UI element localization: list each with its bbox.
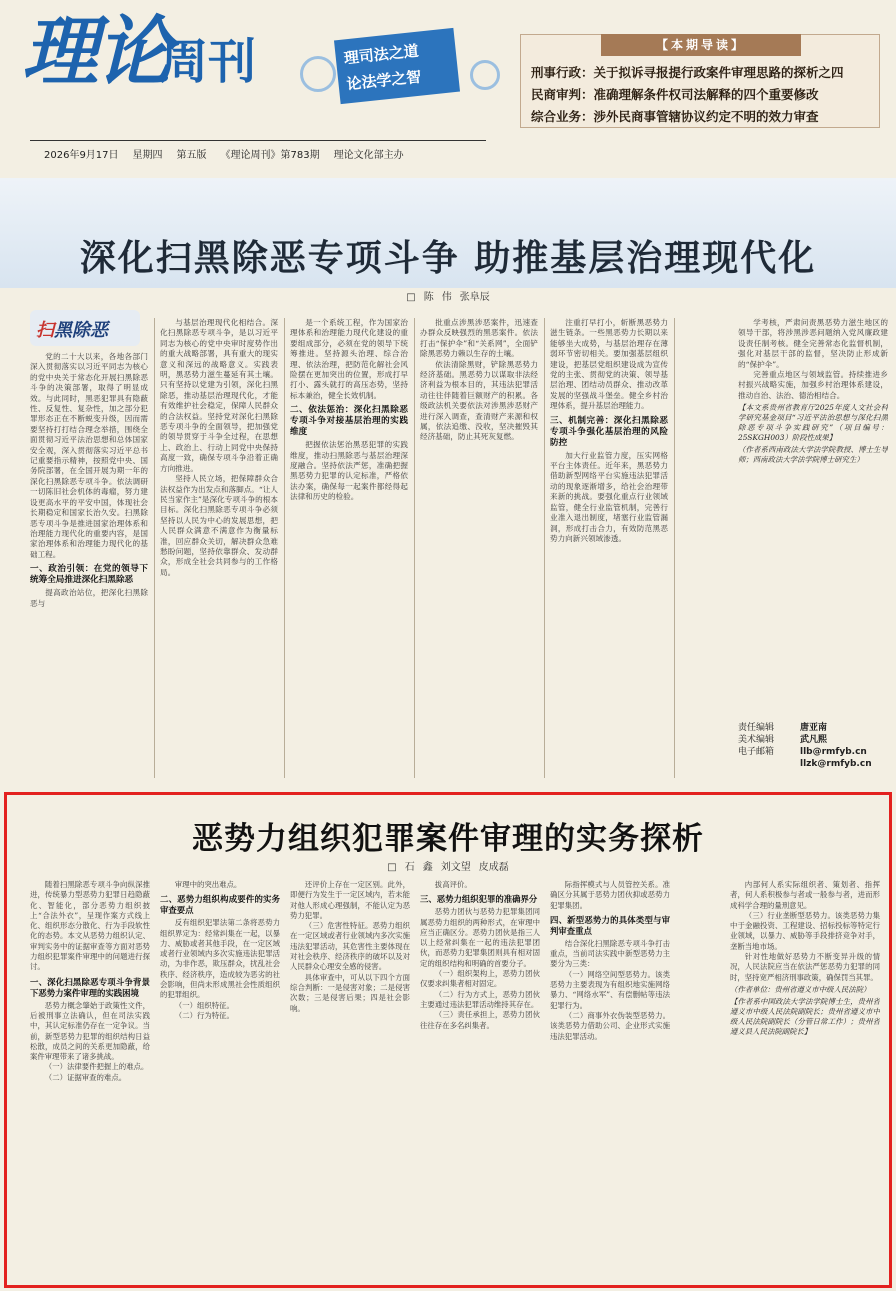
- article-1-column: [738, 318, 888, 718]
- article-1-byline: □ 陈 伟 张阜辰: [406, 292, 490, 303]
- credit-name: 唐亚南: [800, 723, 828, 733]
- editorial-credits: [738, 722, 888, 770]
- section-heading: 三、恶势力组织犯罪的准确界分: [420, 894, 538, 905]
- paragraph: 随着扫黑除恶专项斗争向纵深推进，传统暴力型恶势力犯罪日趋隐蔽化、智能化，部分恶势力组织披上“合法外衣”，呈现作案方式线上化、组织形态分散化、行为手段软性化的态势。本文从恶势力组织认定、审判实务中的证据审查等方面对恶势力组织犯罪案件审理中的问题进行探讨。: [30, 880, 150, 972]
- author-note: 【作者系中国政法大学法学院博士生，贵州省遵义市中级人民法院副院长；贵州省遵义市中级人民法院副院长（分管日常工作）；贵州省遵义县人民法院副院长】: [730, 996, 880, 1036]
- section-heading: 一、深化扫黑除恶专项斗争背景下恶势力案件审理的实践困境: [30, 976, 150, 998]
- masthead: [0, 0, 896, 168]
- paragraph: 审理中的突出难点。: [174, 880, 242, 889]
- teaser-item[interactable]: 刑事行政：关于拟诉寻报提行政案件审理思路的探析之四: [531, 65, 844, 80]
- paragraph: 内部何人系实际组织者、策划者、指挥者，何人系积极参与者或一般参与者，进而形成科学合理的量刑意见。: [730, 880, 880, 910]
- article-2-headline: 恶势力组织犯罪案件审理的实务探析: [192, 821, 704, 857]
- credit-name: 武凡熙: [800, 735, 828, 745]
- slogan-line-2: 论法学之智: [345, 67, 423, 94]
- paragraph: 际指挥模式与人员管控关系。准确区分其属于恶势力团伙抑或恶势力犯罪集团。: [550, 880, 670, 910]
- paragraph: （三）行业垄断型恶势力。该类恶势力集中于金融投资、工程建设、招标投标等特定行业领域，以暴力、威胁等手段排挤竞争对手，垄断当地市场。: [730, 910, 880, 951]
- paragraph: 加大行业监管力度，压实网格平台主体责任。近年来，黑恶势力借助新型网络平台实施违法犯罪活动的现象逐渐增多，给社会治理带来新的挑战。要强化重点行业领域监管，健全行业监管机制，完善行业准入退出制度，堵塞行业监管漏洞，形成打击合力，有效防范黑恶势力向新兴领域渗透。: [550, 450, 668, 543]
- ornament-circle-icon: [470, 60, 500, 90]
- campaign-logo-text: 扫黑除恶: [36, 320, 108, 341]
- section-heading: 三、机制完善：深化扫黑除恶专项斗争强化基层治理的风险防控: [550, 415, 668, 448]
- ornament-circle-icon: [300, 56, 336, 92]
- masthead-logo: 理论: [22, 7, 170, 96]
- credit-role: 电子邮箱: [738, 747, 775, 757]
- funding-note: 【本文系贵州省教育厅2025年度人文社会科学研究基金项目“习近平法治思想与深化扫黑除恶专项斗争实践研究”（项目编号：25SKGH003）阶段性成果】: [738, 403, 888, 443]
- paragraph: 针对性地做好恶势力不断变异升级的情况，人民法院应当在依法严惩恶势力犯罪的同时，坚持宽严相济刑事政策，确保罚当其罪。: [730, 952, 880, 982]
- paragraph: 党的二十大以来，各地各部门深入贯彻落实以习近平同志为核心的党中央关于常态化开展扫黑除恶斗争的决策部署，取得了明显成效。与此同时，黑恶犯罪具有隐蔽性、反复性、复杂性，加之部分犯罪形态正在不断蜕变升级，因而需要坚持打打结合理念举措，围绕全面贯彻习近平法治思想和总体国家安全观，深入贯彻落实习近平总书记重要指示精神，按照党中央、国务院部署，在全国开展为期一年的深化扫黑除恶专项斗争。依法调研一切陈旧社会机体的毒瘤，努力建设更高水平的平安中国，体现社会长期稳定和国家长治久安。扫黑除恶专项斗争是推进国家治理体系和治理能力现代化的重要内容，是国家治理体系和治理能力现代化的基础工程。: [30, 352, 148, 559]
- paragraph: （二）行为特征。: [174, 1010, 234, 1020]
- dateline: [44, 146, 404, 161]
- article-2-column: [160, 880, 280, 1282]
- paragraph: （三）责任承担上，恶势力团伙往往存在多名纠集者。: [420, 1010, 540, 1030]
- column-divider: [544, 318, 545, 778]
- paragraph: （二）证据审查的难点。: [44, 1072, 127, 1082]
- credit-role: 责任编辑: [738, 723, 775, 733]
- teaser-item[interactable]: 综合业务：涉外民商事管辖协议约定不明的效力审查: [531, 109, 819, 124]
- paragraph: （一）组织架构上，恶势力团伙仅要求纠集者相对固定。: [420, 969, 540, 989]
- paragraph: 结合深化扫黑除恶专项斗争打击重点，当前司法实践中新型恶势力主要分为三类：: [550, 938, 670, 969]
- article-1-column: [160, 318, 278, 782]
- paragraph: 具体审查中，可从以下四个方面综合判断：一是侵害对象；二是侵害次数；三是侵害后果；四是社会影响。: [290, 972, 410, 1013]
- paragraph: （一）组织特征。: [174, 1000, 234, 1010]
- paragraph: 恶势力概念肇始于政策性文件，后被刑事立法确认，但在司法实践中，其认定标准仍存在一定争议。当前，新型恶势力犯罪的组织结构日益松散，成员之间的关系更加隐蔽，给案件审理带来了诸多挑战。: [30, 1000, 150, 1062]
- issue-number: 《理论周刊》第783期: [220, 150, 320, 161]
- article-1-column: [290, 318, 408, 782]
- article-2-byline: □ 石 鑫 刘文望 皮成磊: [387, 862, 509, 873]
- teaser-title: 【本期导读】: [601, 34, 801, 56]
- slogan-badge: [334, 28, 460, 104]
- article-2-column: [30, 880, 150, 1282]
- author-affiliation: （作者单位：贵州省遵义市中级人民法院）: [730, 984, 871, 994]
- article-1-column: [30, 352, 148, 782]
- column-divider: [674, 318, 675, 778]
- column-divider: [414, 318, 415, 778]
- slogan-line-1: 理司法之道: [342, 41, 420, 68]
- paragraph: （二）商事外衣伪装型恶势力。该类恶势力借助公司、企业形式实施违法犯罪活动。: [550, 1010, 670, 1041]
- article-2-column: [290, 880, 410, 1282]
- paragraph: 批重点涉黑涉恶案件，迅速查办群众反映强烈的黑恶案件。依法打击“保护伞”和“关系网”，全面铲除黑恶势力赖以生存的土壤。: [420, 318, 538, 359]
- article-1-column: [420, 318, 538, 782]
- paragraph: 恶势力团伙与恶势力犯罪集团同属恶势力组织的两种形式，在审理中应当正确区分。恶势力团伙是指三人以上经常纠集在一起的违法犯罪团伙，而恶势力犯罪集团则具有相对固定的组织结构和明确的首要分子。: [420, 907, 540, 968]
- teaser-box: [520, 34, 880, 128]
- paragraph: 是一个系统工程，作为国家治理体系和治理能力现代化建设的重要组成部分，必须在党的领导下统筹推进。坚持源头治理、综合治理、依法治理，把防范化解社会风险摆在更加突出的位置，形成打早打小、露头就打的高压态势，坚持标本兼治，健全长效机制。: [290, 318, 408, 400]
- dateline-divider: [30, 140, 486, 141]
- article-2-column: [550, 880, 670, 1282]
- author-note: （作者系西南政法大学法学院教授、博士生导师；西南政法大学法学院博士研究生）: [738, 445, 888, 465]
- publisher: 理论文化部主办: [333, 150, 404, 161]
- paragraph: （一）网络空间型恶势力。该类恶势力主要表现为有组织地实施网络暴力、“网络水军”、有偿删帖等违法犯罪行为。: [550, 969, 670, 1010]
- paragraph: （三）危害性特征。恶势力组织在一定区域或者行业领域内多次实施违法犯罪活动，其危害性主要体现在对社会秩序、经济秩序的破坏以及对人民群众心理安全感的侵害。: [290, 921, 410, 972]
- weekday: 星期四: [132, 150, 163, 161]
- paragraph: 反有组织犯罪法第二条将恶势力组织界定为：经常纠集在一起，以暴力、威胁或者其他手段，在一定区域或者行业领域内多次实施违法犯罪活动，为非作恶，欺压群众，扰乱社会秩序、经济秩序，造成较为恶劣的社会影响，但尚未形成黑社会性质组织的犯罪组织。: [160, 918, 280, 1000]
- paragraph: 还评价上存在一定区别。此外，即便行为发生于一定区域内，若未能对他人形成心理强制，不能认定为恶势力犯罪。: [290, 880, 410, 920]
- article-2-column: [730, 880, 880, 1282]
- paragraph: 坚持人民立场，把保障群众合法权益作为出发点和落脚点。“让人民当家作主”是深化专项斗争的根本目标。深化扫黑除恶专项斗争必须坚持以人民为中心的发展思想，把人民群众满意不满意作为衡量标准，回应群众关切，解决群众急难愁盼问题，坚持依靠群众、发动群众，形成全社会共同参与的工作格局。: [160, 474, 278, 577]
- paragraph: 依法清除黑财，铲除黑恶势力经济基础。黑恶势力以谋取非法经济利益为根本目的，其违法犯罪活动往往伴随着巨额财产的积累。各级政法机关要依法对涉黑涉恶财产进行深入调查，查清财产来源和权属，依法追缴、没收，坚决摧毁其经济基础，防止其死灰复燃。: [420, 359, 538, 442]
- paragraph: 提高政治站位，把深化扫黑除恶与: [30, 588, 148, 608]
- article-1-column: [680, 318, 730, 782]
- email-link[interactable]: llzk@rmfyb.cn: [800, 759, 872, 769]
- paragraph: 与基层治理现代化相结合。深化扫黑除恶专项斗争，是以习近平同志为核心的党中央审时度势作出的重大战略部署，具有重大的现实意义和深远的战略意义。实践表明，黑恶势力滋生蔓延有其土壤。只有坚持以党建为引领，深化扫黑除恶，推动基层治理现代化，才能有效维护社会稳定，保障人民群众的合法权益。坚持党对深化扫黑除恶专项斗争的全面领导，把加强党的领导贯穿于斗争全过程，在思想上、政治上、行动上同党中央保持高度一致，确保专项斗争沿着正确方向推进。: [160, 318, 278, 473]
- section-heading: 四、新型恶势力的具体类型与审判审查重点: [550, 914, 670, 936]
- article-1-column: [550, 318, 668, 782]
- section-heading: 一、政治引领：在党的领导下统筹全局推进深化扫黑除恶: [30, 564, 148, 586]
- email-link[interactable]: llb@rmfyb.cn: [800, 747, 867, 757]
- credit-role: 美术编辑: [738, 735, 775, 745]
- paragraph: 完善重点地区与领域监管。持续推进乡村振兴战略实施，加强乡村治理体系建设，推动自治、法治、德治相结合。: [738, 370, 888, 400]
- column-divider: [154, 318, 155, 778]
- page-number: 第五版: [176, 150, 207, 161]
- credit-role: [738, 758, 796, 770]
- article-1-headline: 深化扫黑除恶专项斗争 助推基层治理现代化: [79, 238, 817, 279]
- article-2-column: [420, 880, 540, 1282]
- column-divider: [284, 318, 285, 778]
- paragraph: 学考核，严肃问责黑恶势力滋生地区的领导干部，将涉黑涉恶问题纳入党风廉政建设责任制考核。健全完善常态化监督机制，强化对基层干部的监督，坚决防止形成新的“保护伞”。: [738, 318, 888, 369]
- section-heading: 二、依法惩治：深化扫黑除恶专项斗争对接基层治理的实践维度: [290, 405, 408, 438]
- paragraph: 注重打早打小，斩断黑恶势力滋生链条。一些黑恶势力长期以来能够坐大成势，与基层治理存在薄弱环节密切相关。要加强基层组织建设，把基层党组织建设成为宣传党的主张、贯彻党的决策、领导基层治理、团结动员群众、推动改革发展的坚强战斗堡垒。健全乡村治理体系，提升基层治理能力。: [550, 318, 668, 411]
- paragraph: （一）法律要件把握上的难点。: [44, 1062, 149, 1072]
- date: 2026年9月17日: [44, 150, 119, 161]
- paragraph: （二）行为方式上，恶势力团伙主要通过违法犯罪活动维持其存在。: [420, 989, 540, 1009]
- paragraph: 拔高评价。: [434, 880, 472, 889]
- paragraph: 把握依法惩治黑恶犯罪的实践维度，推动扫黑除恶与基层治理深度融合。坚持依法严惩，准确把握黑恶势力犯罪的认定标准，严格依法办案，确保每一起案件都经得起法律和历史的检验。: [290, 440, 408, 502]
- section-heading: 二、恶势力组织构成要件的实务审查要点: [160, 894, 280, 916]
- teaser-item[interactable]: 民商审判：准确理解条件权司法解释的四个重要修改: [531, 87, 819, 102]
- masthead-logo-sub: 周刊: [160, 34, 257, 90]
